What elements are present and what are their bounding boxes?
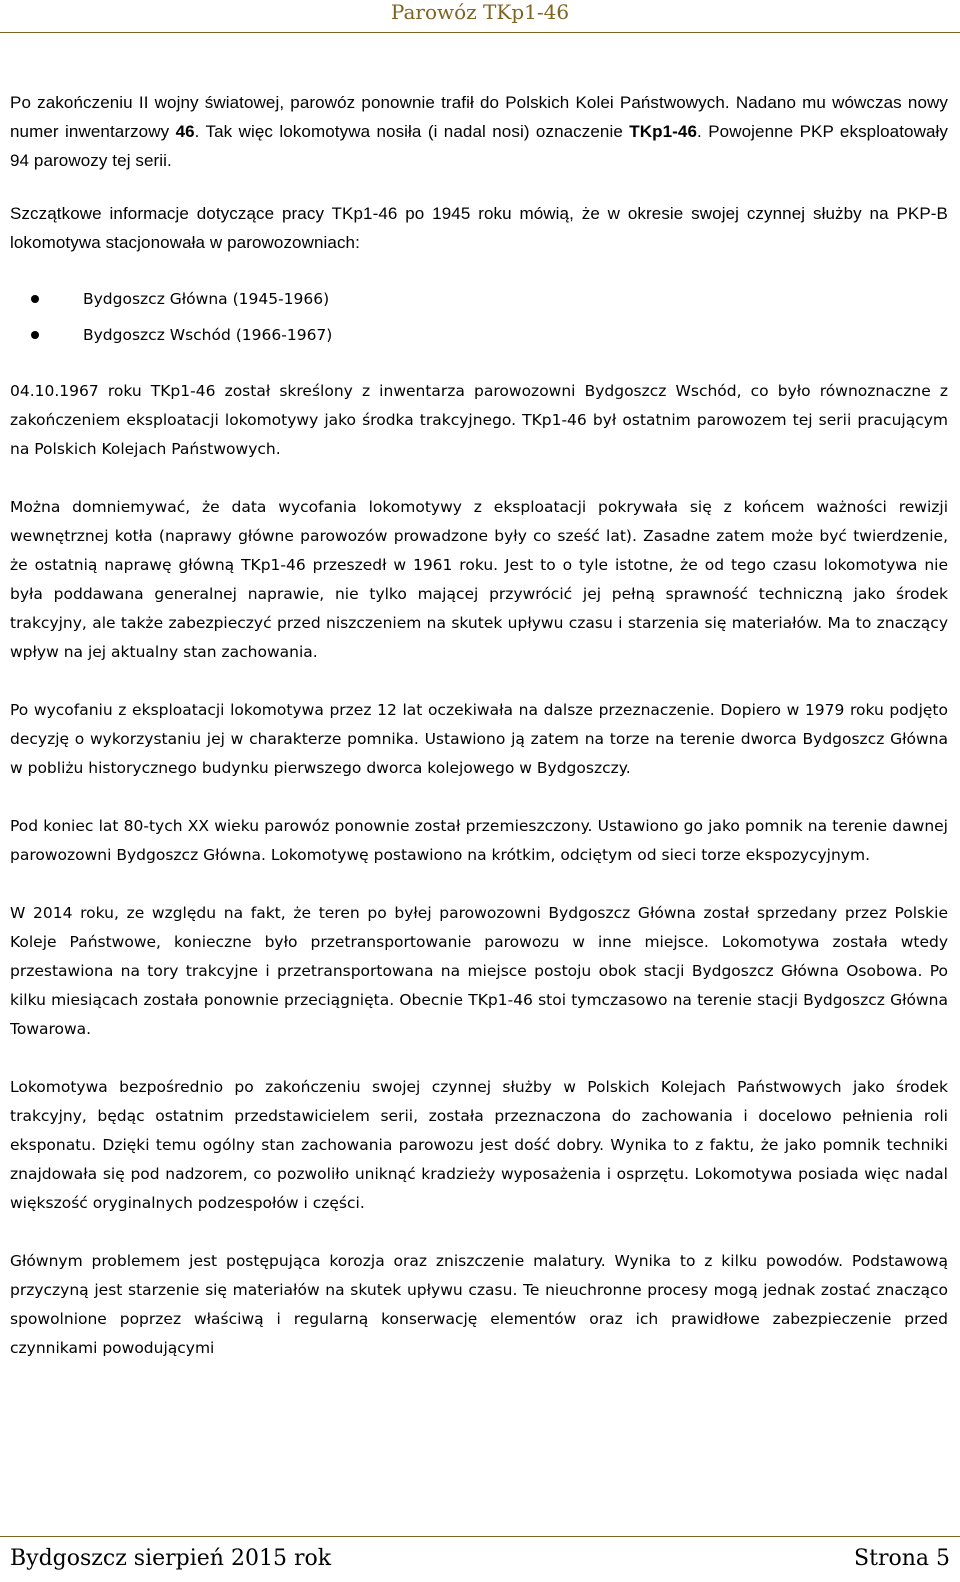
paragraph-corrosion: Głównym problemem jest postępująca korozja oraz zniszczenie malatury. Wynika to z kilku powodów. Podstawową przyczyną jest starzenie się materiałów na skutek upływu czasu. Te nieuchronne procesy mogą jednak zostać znacząco spowolnione poprzez właściwą i regularną konserwację elementów oraz ich prawidłowe zabezpieczenie przed czynnikami powodującymi (10, 1252, 948, 1357)
paragraph-monument: Po wycofaniu z eksploatacji lokomotywa przez 12 lat oczekiwała na dalsze przeznaczenie. Dopiero w 1979 roku podjęto decyzję o wykorzystaniu jej w charakterze pomnika. Ustawiono ją zatem na torze na terenie dworca Bydgoszcz Główna w pobliżu historycznego budynku pierwszego dworca kolejowego w Bydgoszczy. (10, 701, 948, 777)
footer-date: Bydgoszcz sierpień 2015 rok (10, 1546, 332, 1571)
paragraph-service-info: Szczątkowe informacje dotyczące pracy TKp1-46 po 1945 roku mówią, że w okresie swojej czynnej służby na PKP-B lokomotywa stacjonowała w parowozowniach: (10, 204, 948, 252)
page-number: Strona 5 (854, 1546, 950, 1571)
header-divider (0, 32, 960, 33)
paragraph-decommission: 04.10.1967 roku TKp1-46 został skreślony z inwentarza parowozowni Bydgoszcz Wschód, co było równoznaczne z zakończeniem eksploatacji lokomotywy jako środka trakcyjnego. TKp1-46 był ostatnim parowozem tej serii pracującym na Polskich Kolejach Państwowych. (10, 382, 948, 458)
depot-list (10, 281, 948, 353)
bullet-icon (31, 295, 39, 303)
list-item (10, 281, 948, 317)
bullet-icon (31, 331, 39, 339)
paragraph-text: Po zakończeniu II wojny światowej, parowóz ponownie trafił do Polskich Kolei Państwowych. Nadano mu wówczas nowy numer inwentarzowy (10, 93, 948, 141)
paragraph-text: . Powojenne PKP eksploatowały 94 parowozy tej serii. (10, 122, 948, 170)
list-item (10, 317, 948, 353)
bold-number: 46 (175, 122, 195, 141)
paragraph-relocation: Pod koniec lat 80-tych XX wieku parowóz ponownie został przemieszczony. Ustawiono go jako pomnik na terenie dawnej parowozowni Bydgoszcz Główna. Lokomotywę postawiono na krótkim, odciętym od sieci torze ekspozycyjnym. (10, 817, 948, 864)
paragraph-condition: Lokomotywa bezpośrednio po zakończeniu swojej czynnej służby w Polskich Kolejach Państwowych jako środek trakcyjny, będąc ostatnim przedstawicielem serii, została przeznaczona do zachowania i docelowo pełnienia roli eksponatu. Dzięki temu ogólny stan zachowania parowozu jest dość dobry. Wynika to z faktu, że jako pomnik techniki znajdowała się pod nadzorem, co pozwoliło uniknąć kradzieży wyposażenia i osprzętu. Lokomotywa posiada więc nadal większość oryginalnych podzespołów i części. (10, 1078, 948, 1212)
list-item-text: Bydgoszcz Główna (1945-1966) (83, 290, 330, 308)
paragraph-overhaul: Można domniemywać, że data wycofania lokomotywy z eksploatacji pokrywała się z końcem ważności rewizji wewnętrznej kotła (naprawy główne parowozów prowadzone były co sześć lat). Zasadne zatem może być twierdzenie, że ostatnią naprawę główną TKp1-46 przeszedł w 1961 roku. Jest to o tyle istotne, że od tego czasu lokomotywa nie była poddawana generalnej naprawie, nie tylko mającej przywrócić jej pełną sprawność techniczną jako środek trakcyjny, ale także zabezpieczyć przed niszczeniem na skutek upływu czasu i starzenia się materiałów. Ma to znaczący wpływ na jej aktualny stan zachowania. (10, 498, 948, 661)
paragraph-2014: W 2014 roku, ze względu na fakt, że teren po byłej parowozowni Bydgoszcz Główna został sprzedany przez Polskie Koleje Państwowe, konieczne było przetransportowanie parowozu w inne miejsce. Lokomotywa została wtedy przestawiona na tory trakcyjne i przetransportowana na miejsce postoju obok stacji Bydgoszcz Główna Osobowa. Po kilku miesiącach została ponownie przeciągnięta. Obecnie TKp1-46 stoi tymczasowo na terenie stacji Bydgoszcz Główna Towarowa. (10, 904, 948, 1038)
footer-divider (0, 1536, 960, 1537)
bold-designation: TKp1-46 (629, 122, 698, 141)
paragraph-text: . Tak więc lokomotywa nosiła (i nadal nosi) oznaczenie (194, 122, 630, 141)
list-item-text: Bydgoszcz Wschód (1966-1967) (83, 326, 333, 344)
document-body (10, 88, 948, 1363)
page-header-title: Parowóz TKp1-46 (390, 0, 570, 24)
paragraph-postwar (10, 88, 948, 175)
page-footer (0, 1541, 960, 1577)
